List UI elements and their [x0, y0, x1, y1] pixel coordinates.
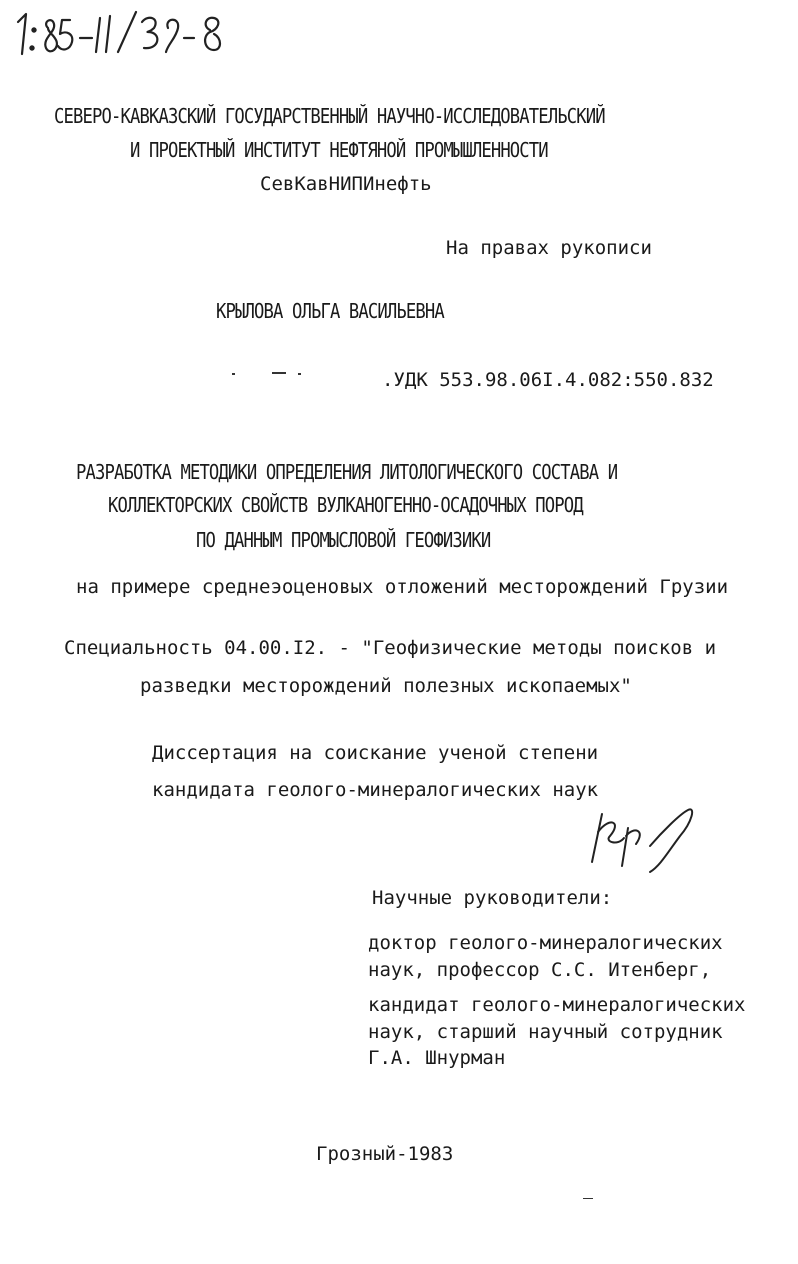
udc-code: .УДК 553.98.06I.4.082:550.832	[382, 369, 714, 391]
dissertation-line-2: кандидата геолого-минералогических наук	[152, 779, 599, 801]
specialty-line-2: разведки месторождений полезных ископаемых"	[140, 675, 632, 697]
supervisor-2-line-3: Г.А. Шнурман	[368, 1047, 506, 1069]
supervisor-1-line-1: доктор геолого-минералогических	[368, 932, 723, 954]
supervisor-2-line-2: наук, старший научный сотрудник	[368, 1021, 723, 1043]
stray-mark	[583, 1198, 593, 1199]
title-subtitle: на примере среднеэоценовых отложений месторождений Грузии	[76, 576, 729, 598]
manuscript-rights: На правах рукописи	[446, 237, 652, 259]
author-signature	[588, 806, 708, 876]
title-line-2: КОЛЛЕКТОРСКИХ СВОЙСТВ ВУЛКАНОГЕННО-ОСАДОЧНЫХ ПОРОД	[108, 493, 583, 517]
stray-mark	[298, 373, 301, 375]
supervisor-2-line-1: кандидат геолого-минералогических	[368, 994, 746, 1016]
author-name: КРЫЛОВА ОЛЬГА ВАСИЛЬЕВНА	[216, 299, 444, 323]
dissertation-line-1: Диссертация на соискание ученой степени	[152, 742, 599, 764]
supervisor-1-line-2: наук, профессор С.С. Итенберг,	[368, 959, 712, 981]
specialty-line-1: Специальность 04.00.I2. - "Геофизические методы поисков и	[64, 637, 717, 659]
stray-mark	[272, 372, 286, 374]
institute-line-2: И ПРОЕКТНЫЙ ИНСТИТУТ НЕФТЯНОЙ ПРОМЫШЛЕННОСТИ	[130, 138, 548, 162]
institute-line-1: СЕВЕРО-КАВКАЗСКИЙ ГОСУДАРСТВЕННЫЙ НАУЧНО-ИССЛЕДОВАТЕЛЬСКИЙ	[54, 104, 605, 128]
stray-mark	[232, 373, 235, 375]
archive-number-handwriting	[8, 8, 228, 60]
title-line-1: РАЗРАБОТКА МЕТОДИКИ ОПРЕДЕЛЕНИЯ ЛИТОЛОГИЧЕСКОГО СОСТАВА И	[76, 460, 618, 484]
institute-short-name: СевКавНИПИнефть	[260, 173, 432, 195]
title-line-3: ПО ДАННЫМ ПРОМЫСЛОВОЙ ГЕОФИЗИКИ	[196, 528, 491, 552]
supervisors-heading: Научные руководители:	[372, 887, 613, 909]
place-and-year: Грозный-1983	[316, 1143, 454, 1165]
